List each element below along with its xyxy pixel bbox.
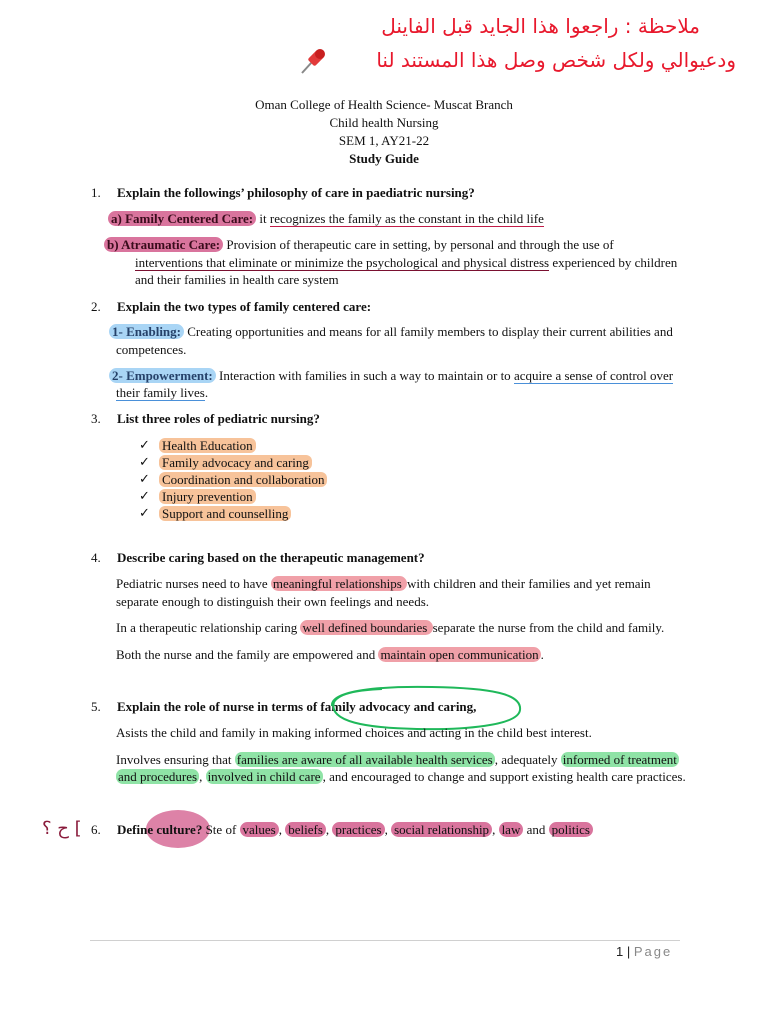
page-label: Page — [633, 944, 673, 959]
q6-question: Define culture? — [117, 822, 203, 837]
check-icon: ✓ — [139, 505, 150, 520]
q5-highlight: informed of treatment — [562, 752, 677, 767]
q5-comma: , — [199, 769, 206, 784]
page-title: Study Guide — [349, 151, 419, 166]
empowerment-underlined: acquire a sense of control over — [513, 368, 674, 383]
role-item — [159, 438, 256, 454]
q6-answer — [117, 822, 593, 838]
role-item-text: Injury prevention — [159, 489, 256, 504]
sep: , — [384, 822, 392, 837]
q1-number: 1. — [91, 185, 101, 200]
culture-item: social relationship — [391, 822, 492, 837]
q5-p2-text-b: , adequately — [494, 752, 561, 767]
q5-question-circled: family advocacy and caring, — [320, 699, 477, 714]
q4-p1-text-b: with children and their families and yet remain — [407, 576, 651, 591]
q4-p2-text-b: separate the nurse from the child and family. — [432, 620, 665, 635]
enabling-label: 1- Enabling: — [109, 324, 184, 339]
arabic-note-line-1: ملاحظة : راجعوا هذا الجايد قبل الفاينل — [381, 14, 700, 38]
q4-para-3 — [116, 647, 544, 663]
q1-b-line2 — [135, 255, 677, 271]
q4-p3-text: Both the nurse and the family are empowered and — [116, 647, 379, 662]
q5-para-2-line2 — [116, 769, 686, 785]
q4-para-1 — [116, 576, 651, 592]
role-item-text: Health Education — [159, 438, 256, 453]
q5-para-2 — [116, 752, 679, 768]
footer-separator: | — [623, 944, 634, 959]
sep: , — [278, 822, 286, 837]
empowerment-underlined-2: their family lives — [116, 385, 205, 400]
q6-pre: Ste of — [202, 822, 240, 837]
q4-p3-end: . — [540, 647, 544, 662]
course-name: Child health Nursing — [329, 115, 439, 130]
q4-question: Describe caring based on the therapeutic management? — [117, 550, 425, 565]
college-name: Oman College of Health Science- Muscat Branch — [255, 97, 513, 112]
q1-a-text: it — [256, 211, 270, 226]
footer-divider — [90, 940, 680, 941]
q4-p2-text: In a therapeutic relationship caring — [116, 620, 301, 635]
q5-p2-text-end: , and encouraged to change and support existing health care practices. — [322, 769, 686, 784]
culture-item: politics — [549, 822, 593, 837]
culture-item: beliefs — [285, 822, 326, 837]
empowerment-label: 2- Empowerment: — [109, 368, 216, 383]
q1-a-label: a) Family Centered Care: — [108, 211, 256, 226]
q4-para-2 — [116, 620, 664, 636]
culture-item: practices — [332, 822, 384, 837]
q5-p2-text: Involves ensuring that — [116, 752, 235, 767]
culture-item: law — [499, 822, 524, 837]
q4-p1-text: Pediatric nurses need to have — [116, 576, 271, 591]
margin-scribble: ح ؟ [ — [42, 818, 82, 839]
role-item — [159, 506, 291, 522]
pushpin-icon — [298, 46, 328, 80]
role-item-text: Family advocacy and caring — [159, 455, 312, 470]
q4-p1-highlight: meaningful relationships — [272, 576, 406, 591]
q1-answer-a — [108, 211, 544, 227]
q4-number: 4. — [91, 550, 101, 565]
sep: , — [492, 822, 499, 837]
enabling-text: Creating opportunities and means for all family members to display their current abilities and — [184, 324, 673, 339]
q4-para-1-line2: separate enough to distinguish their own feelings and needs. — [116, 594, 430, 609]
q2-enabling — [109, 324, 673, 340]
q1-b-text-rest: experienced by children — [549, 255, 678, 270]
culture-item: values — [240, 822, 279, 837]
role-item — [159, 472, 327, 488]
check-icon: ✓ — [139, 437, 150, 452]
q4-p3-highlight: maintain open communication — [380, 647, 539, 662]
q2-empowerment — [109, 368, 673, 384]
q5-highlight: involved in child care — [207, 769, 321, 784]
q1-answer-b — [104, 237, 614, 253]
q1-b-underlined: interventions that eliminate or minimize the psychological and physical distress — [135, 255, 550, 270]
role-item — [159, 489, 256, 505]
semester: SEM 1, AY21-22 — [338, 133, 430, 148]
role-item-text: Coordination and collaboration — [159, 472, 327, 487]
empowerment-end: . — [204, 385, 209, 400]
check-icon: ✓ — [139, 488, 150, 503]
q1-b-label: b) Atraumatic Care: — [104, 237, 223, 252]
q2-number: 2. — [91, 299, 101, 314]
q3-number: 3. — [91, 411, 101, 426]
check-icon: ✓ — [139, 454, 150, 469]
empowerment-text: Interaction with families in such a way to maintain or to — [215, 368, 514, 383]
q1-question: Explain the followings’ philosophy of care in paediatric nursing? — [117, 185, 475, 200]
q6-number: 6. — [91, 822, 101, 837]
arabic-note-line-2: ودعيوالي ولكل شخص وصل هذا المستند لنا — [376, 48, 736, 72]
q1-a-underlined: recognizes the family as the constant in the child life — [269, 211, 544, 226]
q1-b-text: Provision of therapeutic care in setting, by personal and through the use of — [223, 237, 614, 252]
q2-question: Explain the two types of family centered care: — [117, 299, 372, 314]
q1-b-line3: and their families in health care system — [135, 272, 339, 287]
page-footer — [616, 944, 672, 959]
q5-highlight: and procedures — [118, 769, 198, 784]
q5-question-text: Explain the role of nurse in terms of — [117, 699, 321, 714]
empowerment-line2 — [116, 385, 208, 401]
enabling-text-2: competences. — [116, 342, 187, 357]
q3-question: List three roles of pediatric nursing? — [117, 411, 320, 426]
page-number: 1 — [616, 944, 624, 959]
q5-para-1: Asists the child and family in making informed choices and acting in the child best interest. — [116, 725, 592, 740]
check-icon: ✓ — [139, 471, 150, 486]
q5-highlight: families are aware of all available health services — [236, 752, 493, 767]
role-item — [159, 455, 312, 471]
sep: , — [325, 822, 333, 837]
sep: and — [523, 822, 549, 837]
q4-p2-highlight: well defined boundaries — [302, 620, 431, 635]
q5-number: 5. — [91, 699, 101, 714]
role-item-text: Support and counselling — [159, 506, 291, 521]
